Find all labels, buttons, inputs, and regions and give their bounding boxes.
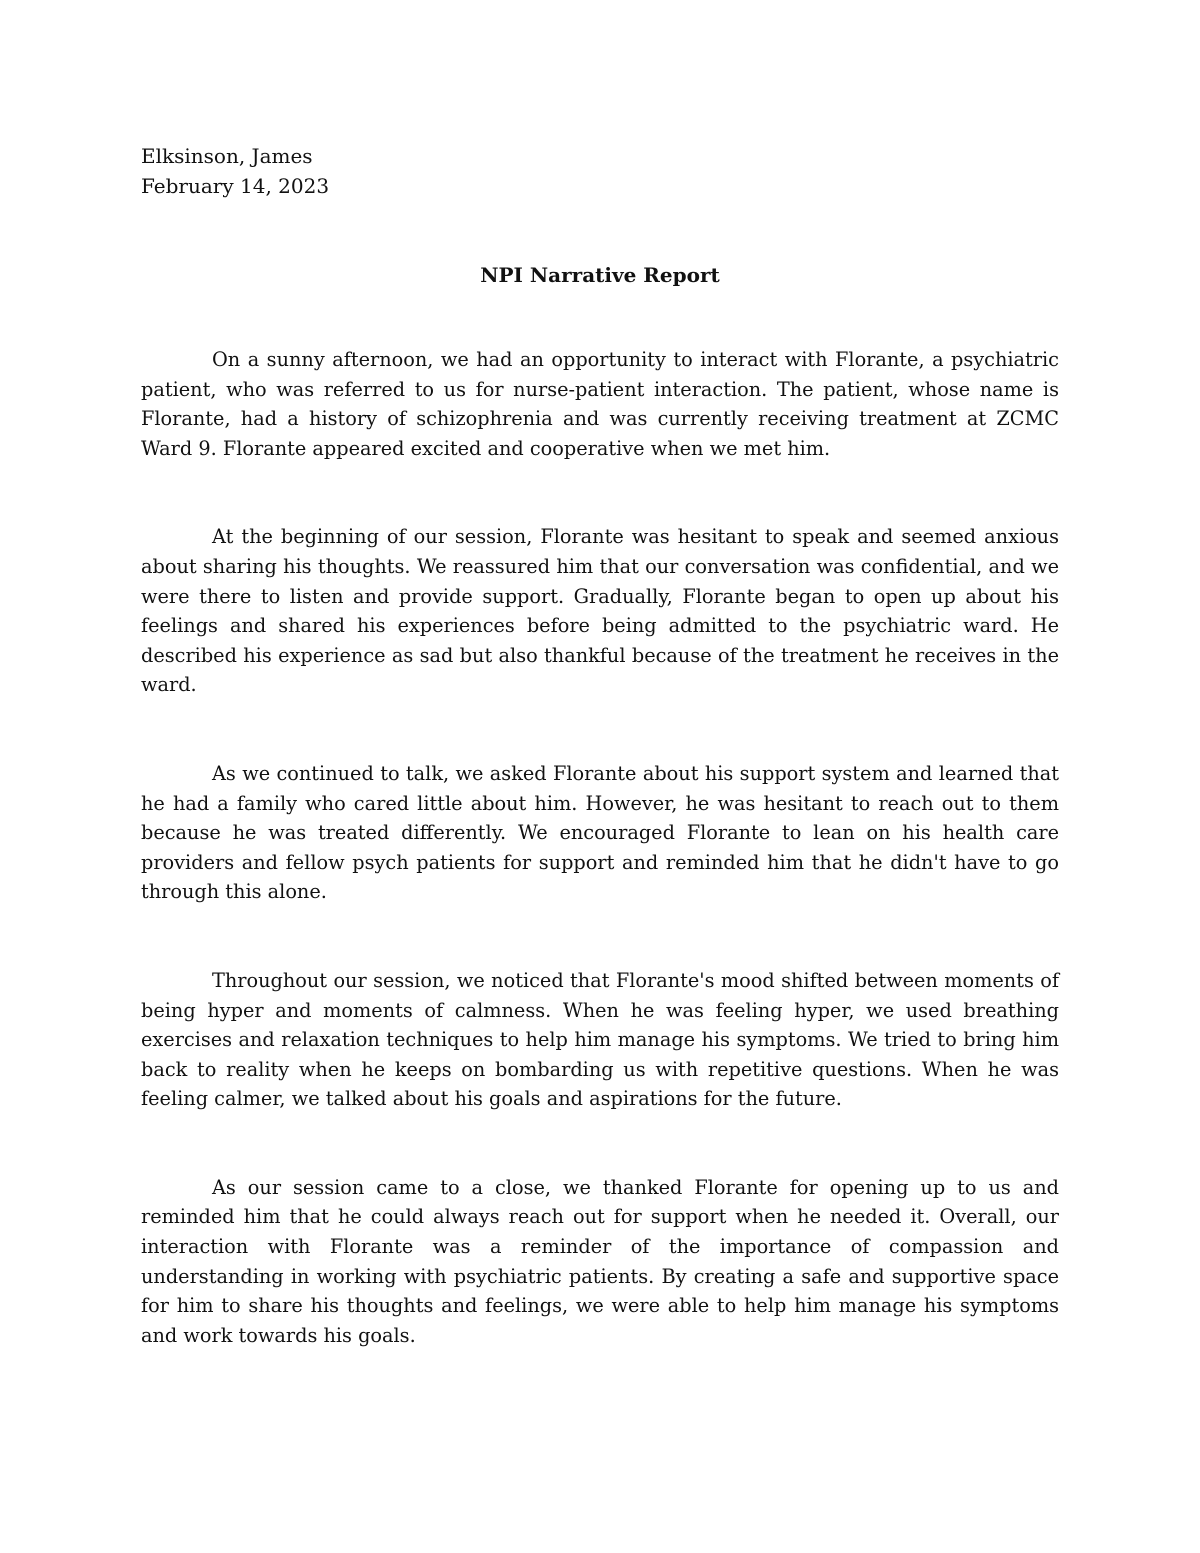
document-header (141, 141, 329, 201)
page-title: NPI Narrative Report (480, 263, 720, 287)
paragraph-3: As we continued to talk, we asked Florante about his support system and learned that he had a family who cared little about him. However, he was hesitant to reach out to them because he was treated differently. We encouraged Florante to lean on his health care providers and fellow psych patients for support and reminded him that he didn't have to go through this alone. (141, 761, 1059, 904)
report-date: February 14, 2023 (141, 174, 330, 198)
paragraph-1: On a sunny afternoon, we had an opportunity to interact with Florante, a psychiatric patient, who was referred to us for nurse-patient interaction. The patient, whose name is Florante, had a history of schizophrenia and was currently receiving treatment at ZCMC Ward 9. Florante appeared excited and cooperative when we met him. (141, 348, 1059, 460)
author-name: Elksinson, James (141, 144, 313, 168)
paragraph-5: As our session came to a close, we thanked Florante for opening up to us and reminded him that he could always reach out for support when he needed it. Overall, our interaction with Florante was a reminder of the importance of compassion and understanding in working with psychiatric patients. By creating a safe and supportive space for him to share his thoughts and feelings, we were able to help him manage his symptoms and work towards his goals. (141, 1175, 1059, 1347)
report-body (141, 345, 1059, 1350)
paragraph-2: At the beginning of our session, Florante was hesitant to speak and seemed anxious about sharing his thoughts. We reassured him that our conversation was confidential, and we were there to listen and provide support. Gradually, Florante began to open up about his feelings and shared his experiences before being admitted to the psychiatric ward. He described his experience as sad but also thankful because of the treatment he receives in the ward. (141, 525, 1059, 697)
paragraph-4: Throughout our session, we noticed that Florante's mood shifted between moments of being hyper and moments of calmness. When he was feeling hyper, we used breathing exercises and relaxation techniques to help him manage his symptoms. We tried to bring him back to reality when he keeps on bombarding us with repetitive questions. When he was feeling calmer, we talked about his goals and aspirations for the future. (141, 968, 1059, 1111)
